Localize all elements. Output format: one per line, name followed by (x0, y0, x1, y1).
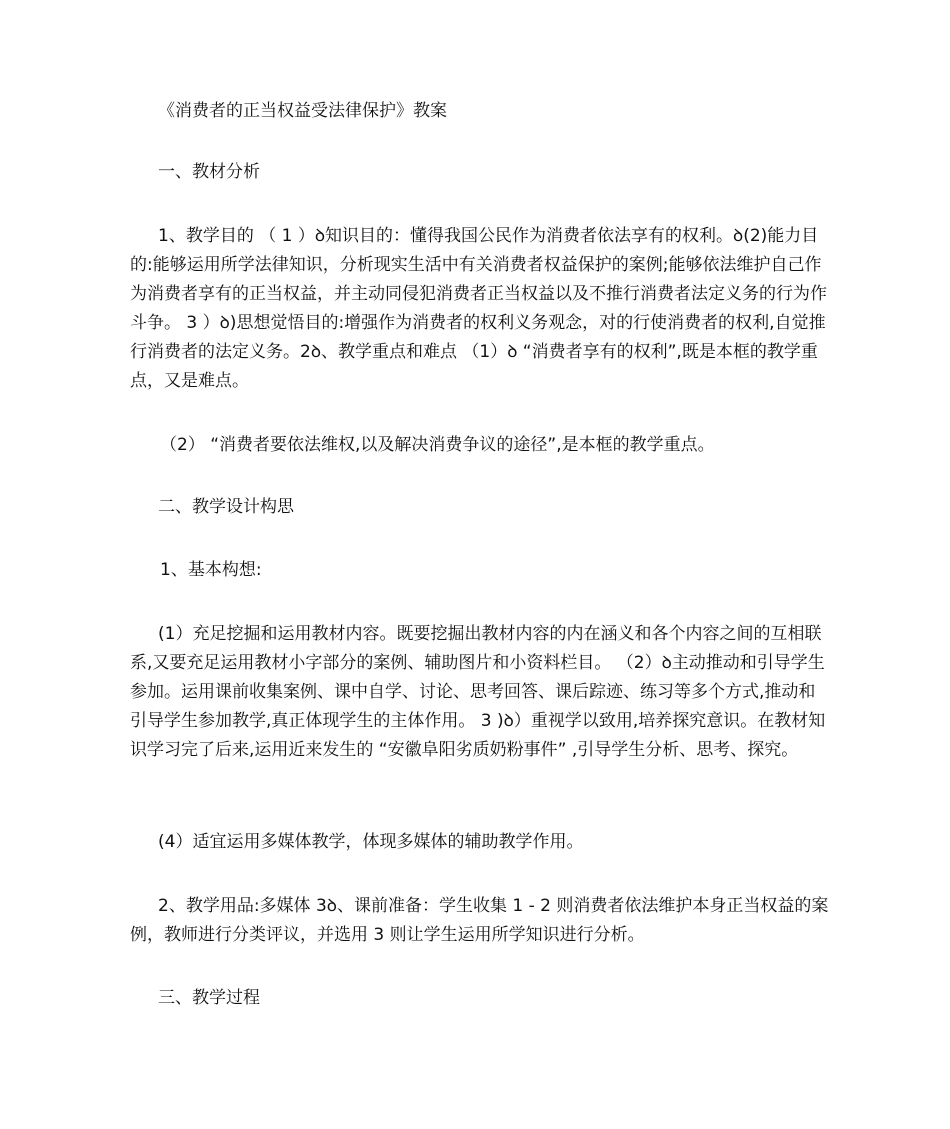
paragraph-design-points: (1）充足挖掘和运用教材内容。既要挖掘出教材内容的内在涵义和各个内容之间的互相联系,又要充足运用教材小字部分的案例、辅助图片和小资料栏目。 （2）ꝺ主动推动和引导学生参加。运用课前收集案例、课中自学、讨论、思考回答、课后踪迹、练习等多个方式,推动和引导学生参加教学,真正体现学生的主体作用。 3 )ꝺ）重视学以致用,培养探究意识。在教材知识学习完了后来,运用近来发生的 “安徽阜阳劣质奶粉事件” ,引导学生分析、思考、探究。 (130, 624, 826, 760)
section-heading-materials-analysis: 一、教材分析 (158, 162, 260, 182)
paragraph-teaching-objectives: 1、教学目的 （ 1 ）ꝺ知识目的：懂得我国公民作为消费者依法享有的权利。ꝺ(2)能力目的:能够运用所学法律知识，分析现实生活中有关消费者权益保护的案例;能够依法维护自己作为消费者享有的正当权益，并主动同侵犯消费者正当权益以及不推行消费者法定义务的行为作斗争。 3 ）ꝺ)思想觉悟目的:增强作为消费者的权利义务观念，对的行使消费者的权利,自觉推行消费者的法定义务。2ꝺ、教学重点和难点 （1）ꝺ “消费者享有的权利”,既是本框的教学重点，又是难点。 (130, 226, 827, 391)
paragraph-multimedia: (4）适宜运用多媒体教学，体现多媒体的辅助教学作用。 (158, 832, 584, 852)
subheading-basic-concept: 1、基本构想: (160, 560, 262, 580)
section-heading-design-concept: 二、教学设计构思 (158, 497, 294, 517)
paragraph-teaching-materials: 2、教学用品:多媒体 3ꝺ、课前准备：学生收集 1 - 2 则消费者依法维护本身正当权益的案例，教师进行分类评议，并选用 3 则让学生运用所学知识进行分析。 (130, 896, 829, 945)
document-title: 《消费者的正当权益受法律保护》教案 (158, 101, 447, 121)
section-heading-teaching-process: 三、教学过程 (158, 988, 260, 1008)
paragraph-key-point-2: （2） “消费者要依法维权,以及解决消费争议的途径”,是本框的教学重点。 (160, 435, 715, 455)
